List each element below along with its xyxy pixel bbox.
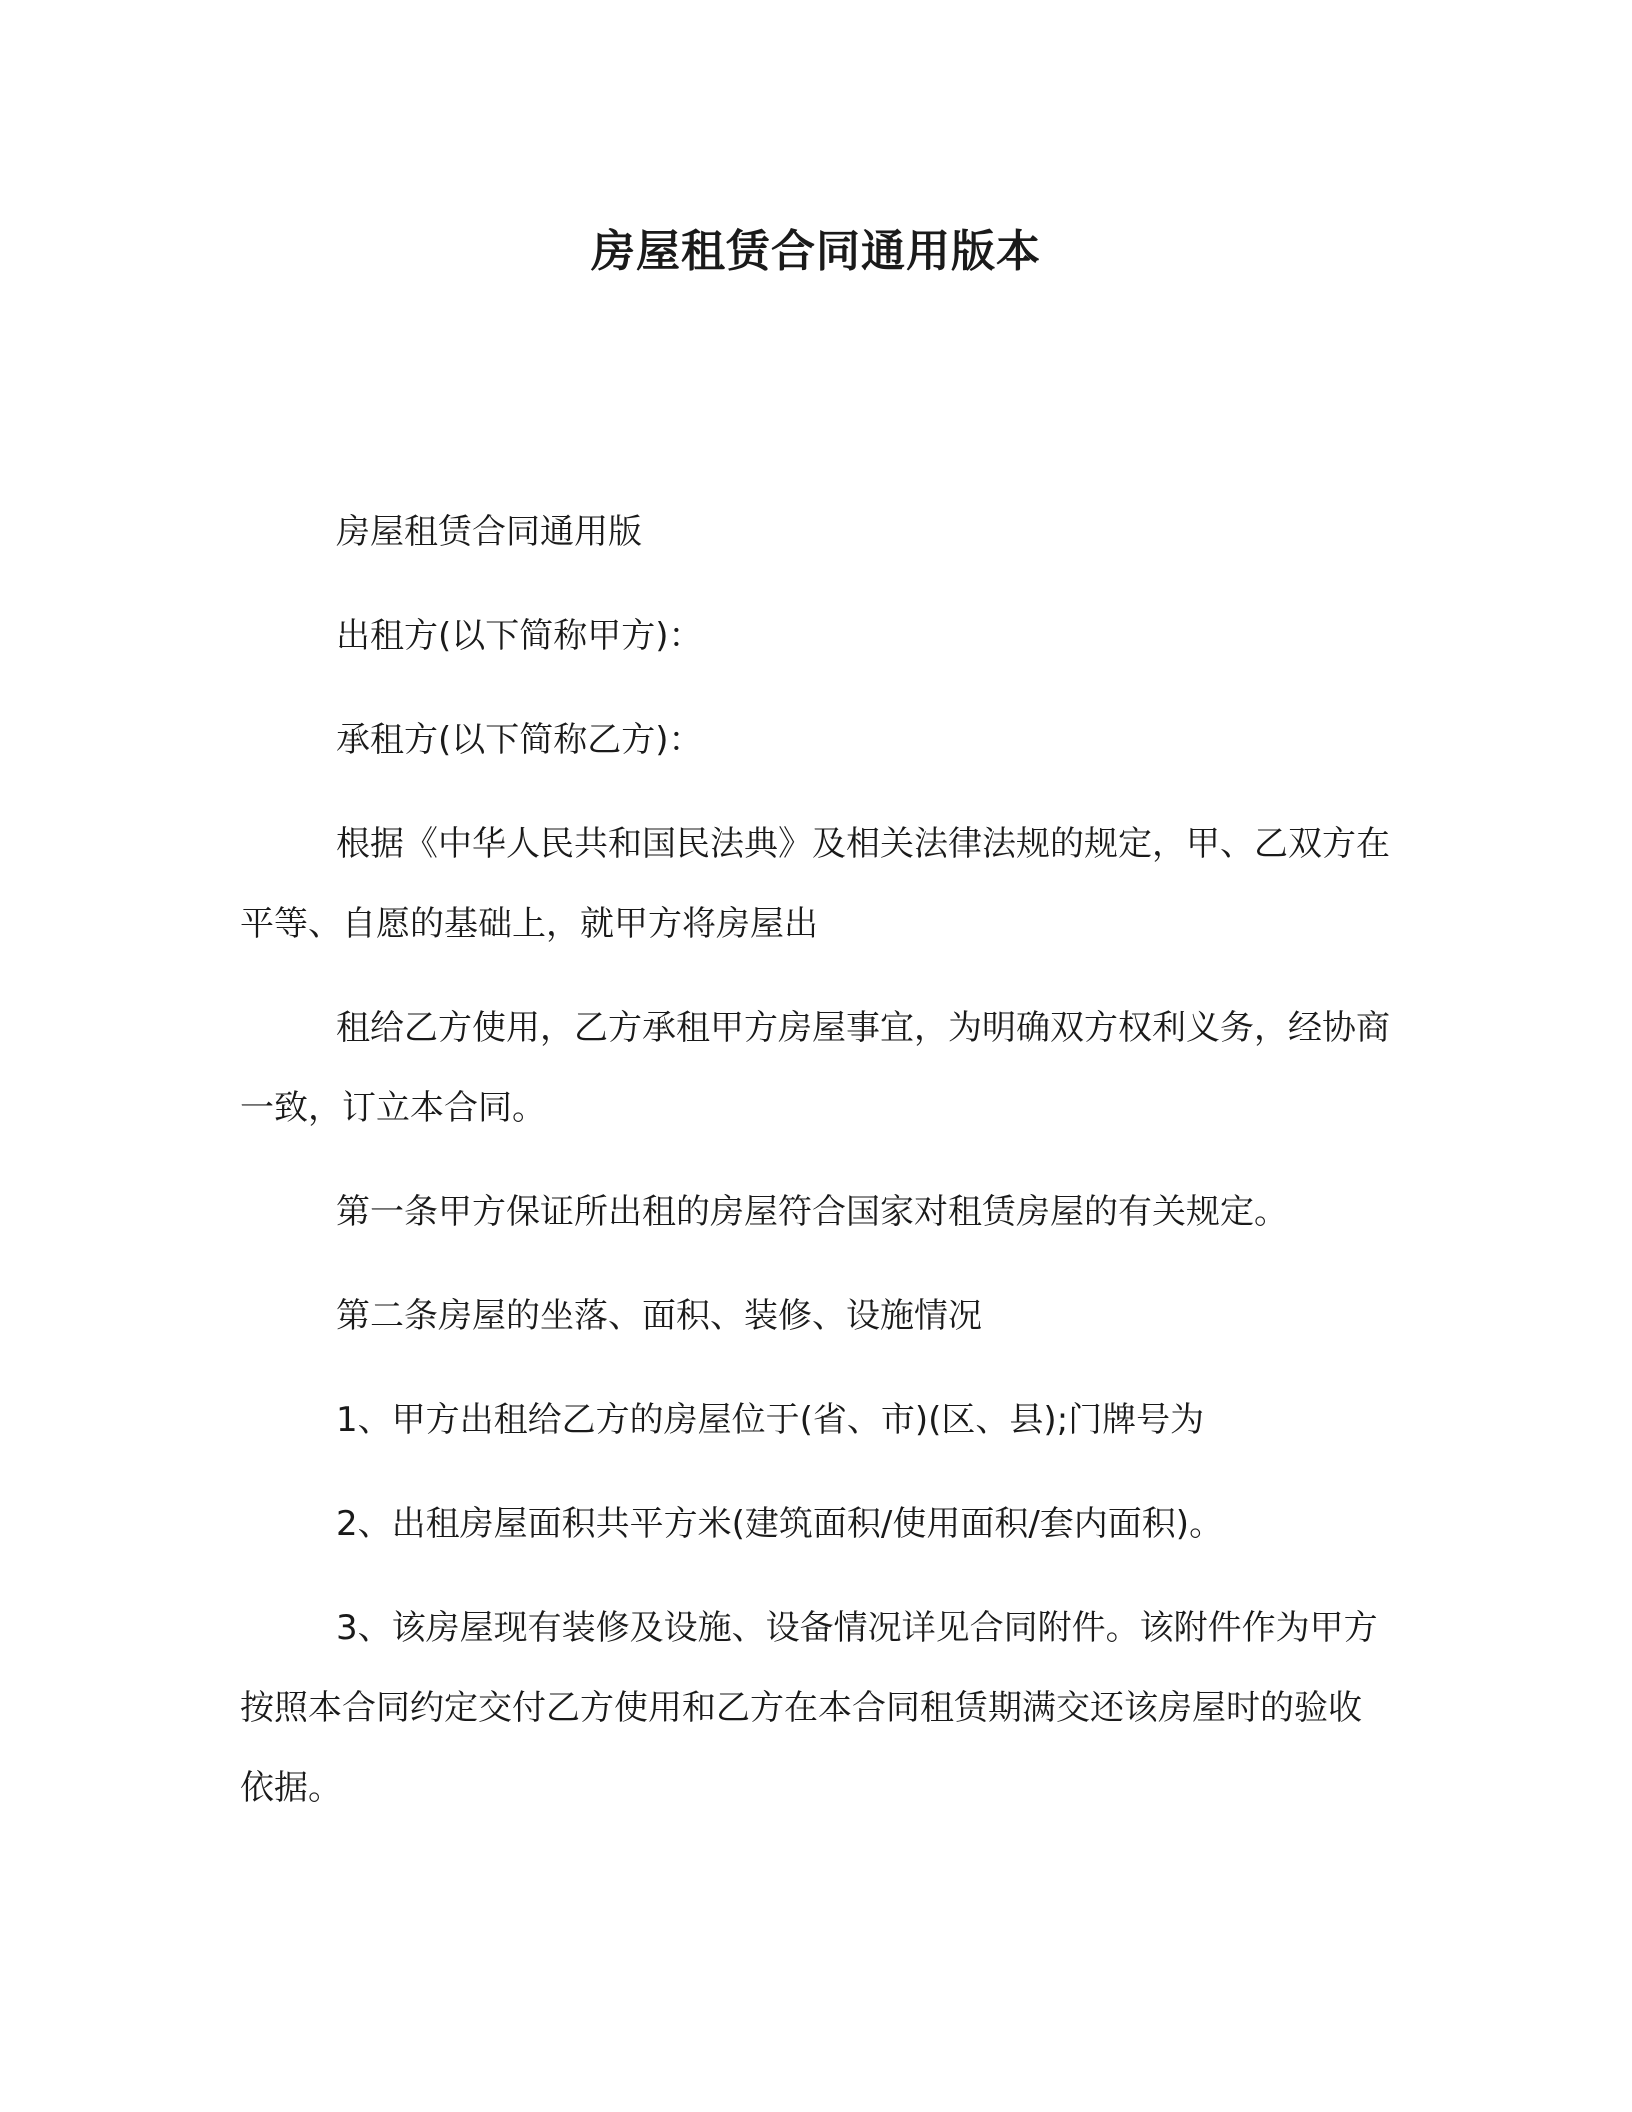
paragraph-article-2: 第二条房屋的坐落、面积、装修、设施情况 (336, 1296, 982, 1336)
paragraph-lessor: 出租方(以下简称甲方)： (336, 616, 703, 656)
paragraph-article-1: 第一条甲方保证所出租的房屋符合国家对租赁房屋的有关规定。 (336, 1192, 1288, 1232)
document-body (240, 492, 1392, 1852)
paragraph-clause-1: 1、甲方出租给乙方的房屋位于(省、市)(区、县);门牌号为 (336, 1400, 1205, 1440)
document-title: 房屋租赁合同通用版本 (591, 226, 1041, 277)
paragraph-purpose: 租给乙方使用，乙方承租甲方房屋事宜，为明确双方权利义务，经协商一致，订立本合同。 (240, 1008, 1390, 1128)
paragraph-legal-basis: 根据《中华人民共和国民法典》及相关法律法规的规定，甲、乙双方在平等、自愿的基础上，就甲方将房屋出 (240, 824, 1390, 944)
paragraph-heading: 房屋租赁合同通用版 (336, 512, 642, 552)
paragraph-lessee: 承租方(以下简称乙方)： (336, 720, 703, 760)
paragraph-clause-3: 3、该房屋现有装修及设施、设备情况详见合同附件。该附件作为甲方按照本合同约定交付乙方使用和乙方在本合同租赁期满交还该房屋时的验收依据。 (240, 1608, 1378, 1808)
paragraph-clause-2: 2、出租房屋面积共平方米(建筑面积/使用面积/套内面积)。 (336, 1504, 1224, 1544)
